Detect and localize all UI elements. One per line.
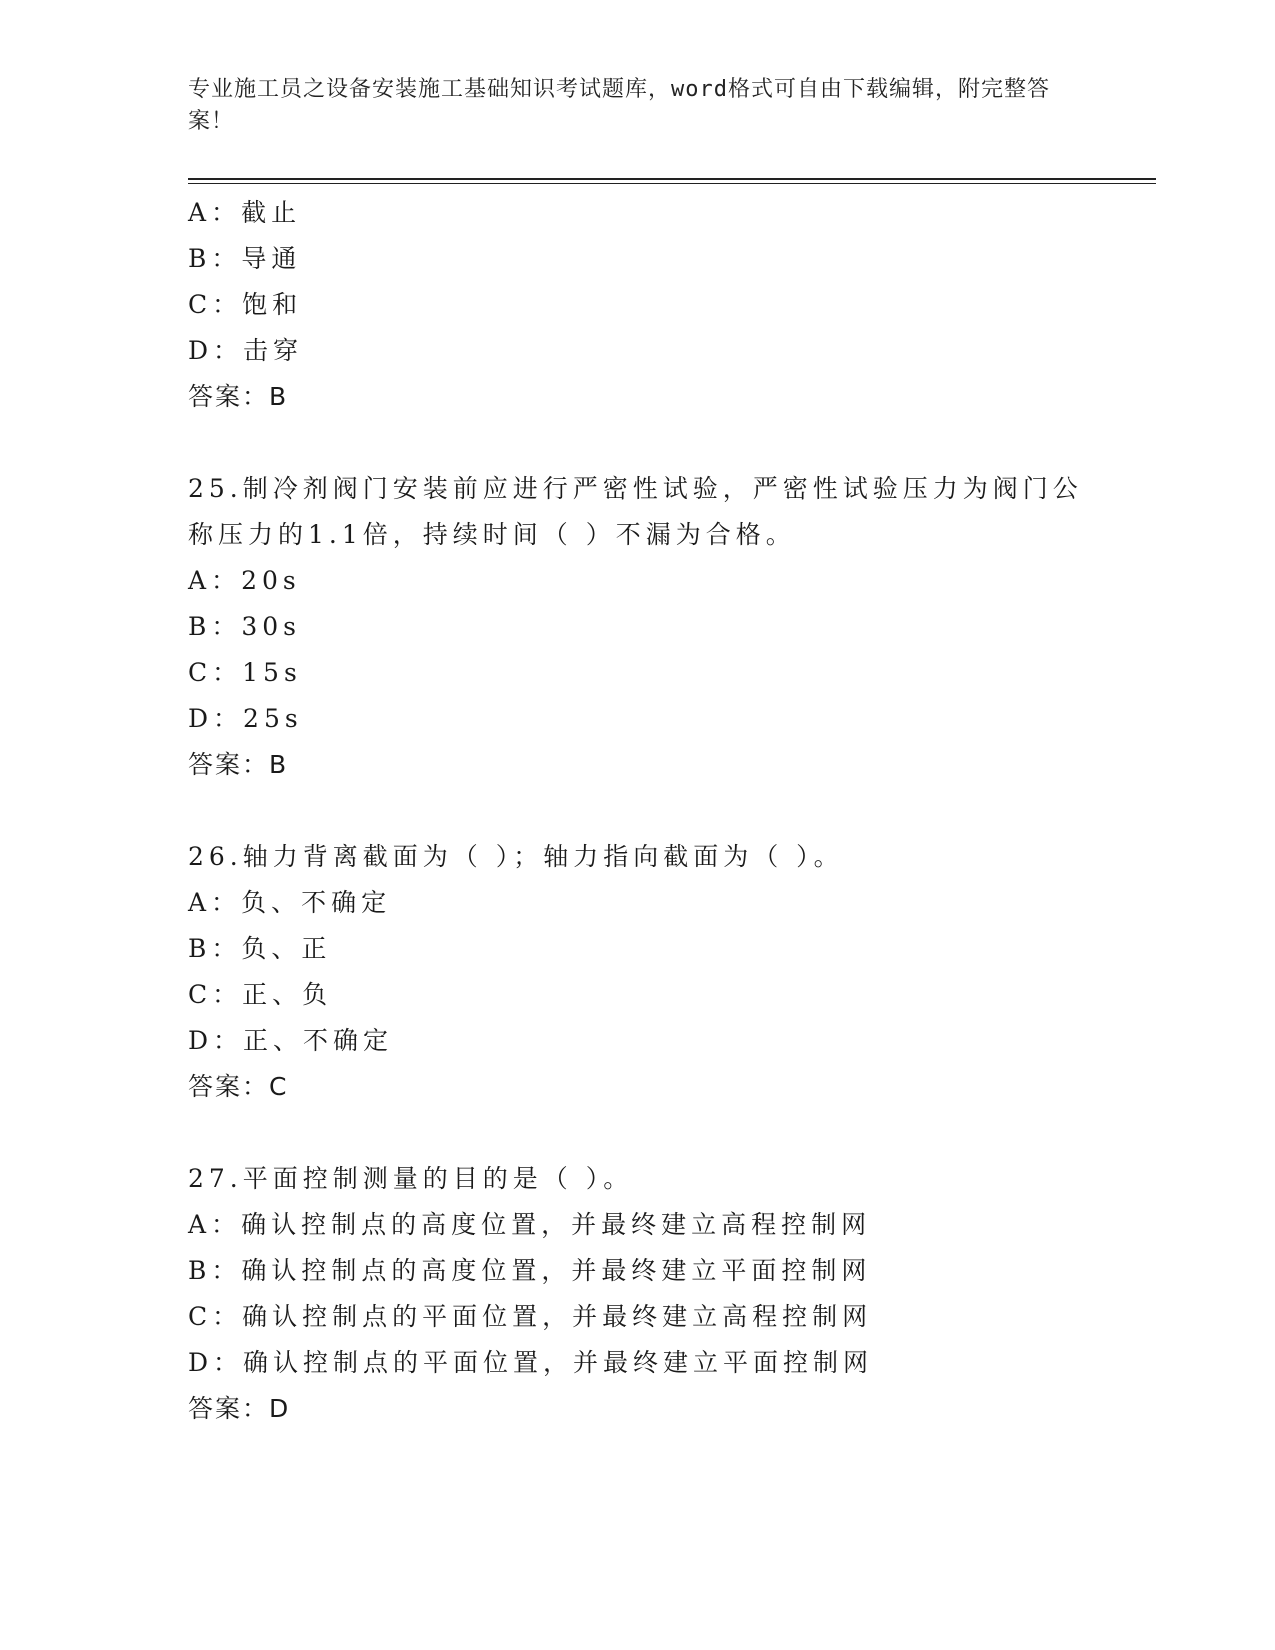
option-b: B：30s xyxy=(188,612,302,641)
option-c: C：确认控制点的平面位置，并最终建立高程控制网 xyxy=(188,1302,873,1331)
option-c: C：15s xyxy=(188,658,302,687)
header-divider-thin xyxy=(188,183,1156,184)
option-d: D：25s xyxy=(188,704,303,733)
question-list xyxy=(188,190,1088,1432)
option-c: C：饱和 xyxy=(188,290,303,319)
question-block xyxy=(188,1156,1088,1432)
option-b: B：负、正 xyxy=(188,934,332,963)
question-block xyxy=(188,834,1088,1110)
option-c: C：正、负 xyxy=(188,980,333,1009)
answer-line: 答案：D xyxy=(188,1394,291,1423)
header-divider-thick xyxy=(188,178,1156,180)
option-a: A：负、不确定 xyxy=(188,888,392,917)
answer-line: 答案：C xyxy=(188,1072,289,1101)
answer-line: 答案：B xyxy=(188,382,289,411)
question-block xyxy=(188,190,1088,420)
option-d: D：正、不确定 xyxy=(188,1026,394,1055)
question-block xyxy=(188,466,1088,788)
option-b: B：确认控制点的高度位置，并最终建立平面控制网 xyxy=(188,1256,872,1285)
option-a: A：截止 xyxy=(188,198,302,227)
question-text: 26.轴力背离截面为（ ）；轴力指向截面为（ ）。 xyxy=(188,842,844,871)
option-a: A：20s xyxy=(188,566,301,595)
option-b: B：导通 xyxy=(188,244,302,273)
question-text: 25.制冷剂阀门安装前应进行严密性试验，严密性试验压力为阀门公称压力的1.1倍，持续时间（ ）不漏为合格。 xyxy=(188,474,1083,549)
option-a: A：确认控制点的高度位置，并最终建立高程控制网 xyxy=(188,1210,872,1239)
question-text: 27.平面控制测量的目的是（ ）。 xyxy=(188,1164,634,1193)
option-d: D：击穿 xyxy=(188,336,304,365)
option-d: D：确认控制点的平面位置，并最终建立平面控制网 xyxy=(188,1348,874,1377)
document-header: 专业施工员之设备安装施工基础知识考试题库，word格式可自由下载编辑，附完整答案！ xyxy=(188,77,1050,134)
answer-line: 答案：B xyxy=(188,750,289,779)
